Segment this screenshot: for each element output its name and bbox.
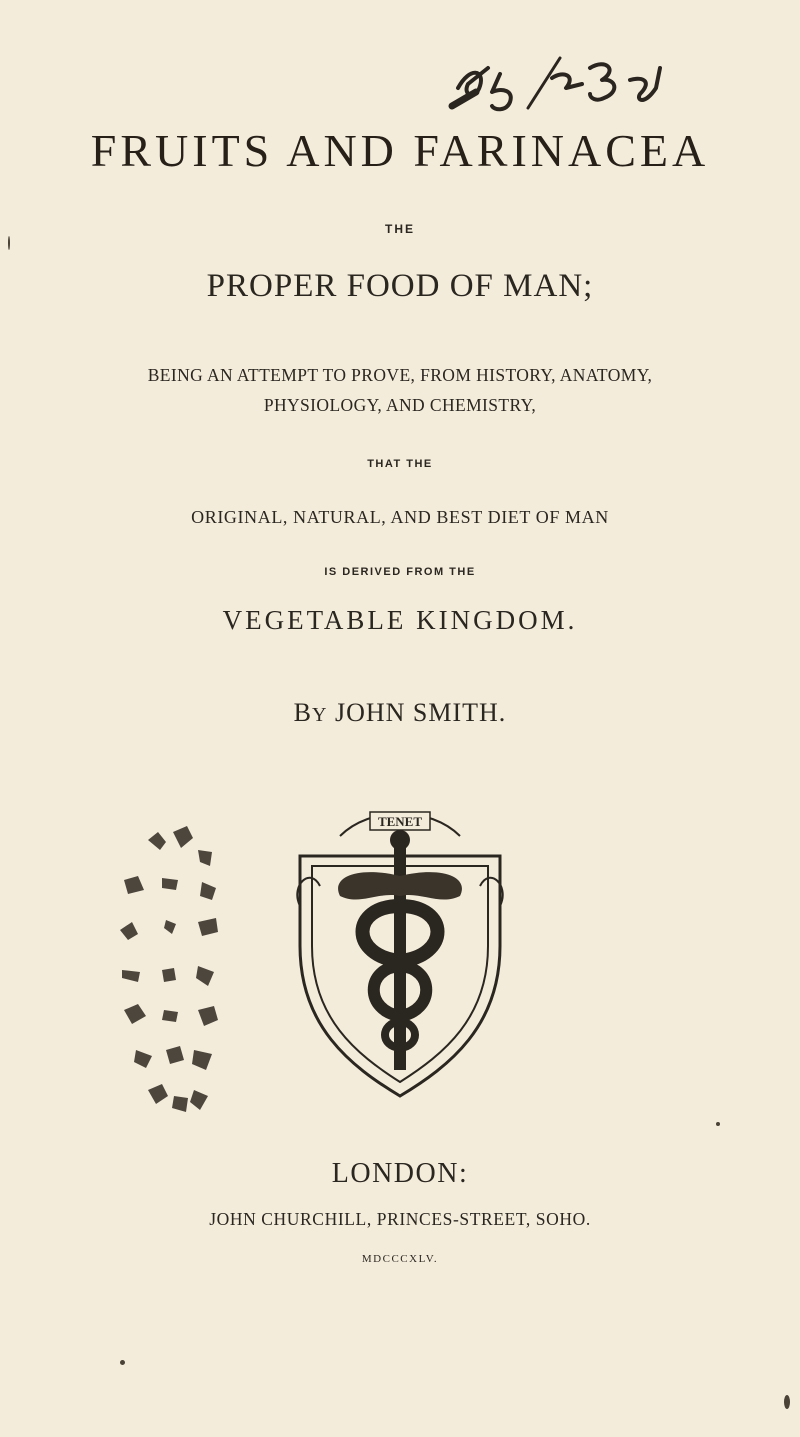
page-speck bbox=[120, 1360, 125, 1365]
page-speck bbox=[716, 1122, 720, 1126]
publisher-line: JOHN CHURCHILL, PRINCES-STREET, SOHO. bbox=[209, 1209, 591, 1229]
publication-date: MDCCCXLV. bbox=[361, 1253, 439, 1265]
description-line-2: PHYSIOLOGY, AND CHEMISTRY, bbox=[263, 395, 537, 415]
publisher-emblem bbox=[280, 796, 520, 1116]
author-name: JOHN SMITH. bbox=[334, 698, 507, 727]
page-speck bbox=[784, 1395, 790, 1409]
library-stamp-image bbox=[118, 810, 228, 1140]
description-line-1: BEING AN ATTEMPT TO PROVE, FROM HISTORY, ANATOMY, bbox=[147, 365, 653, 385]
description-line-3: ORIGINAL, NATURAL, AND BEST DIET OF MAN bbox=[191, 507, 609, 527]
subtitle-article: THE bbox=[385, 222, 415, 236]
connector-derived: IS DERIVED FROM THE bbox=[324, 566, 476, 578]
page-speck bbox=[8, 236, 10, 250]
connector-that-the: THAT THE bbox=[367, 458, 433, 470]
handwritten-shelfmark bbox=[440, 48, 680, 128]
author-by-initial: B bbox=[293, 698, 313, 727]
kingdom-line: VEGETABLE KINGDOM. bbox=[222, 605, 578, 635]
book-subtitle: PROPER FOOD OF MAN; bbox=[206, 268, 594, 304]
author-by-rest: Y bbox=[312, 704, 328, 726]
publication-place: LONDON: bbox=[331, 1158, 469, 1189]
author-line bbox=[0, 698, 800, 728]
book-title: FRUITS AND FARINACEA bbox=[90, 125, 710, 176]
emblem-motto: TENET bbox=[377, 814, 423, 829]
